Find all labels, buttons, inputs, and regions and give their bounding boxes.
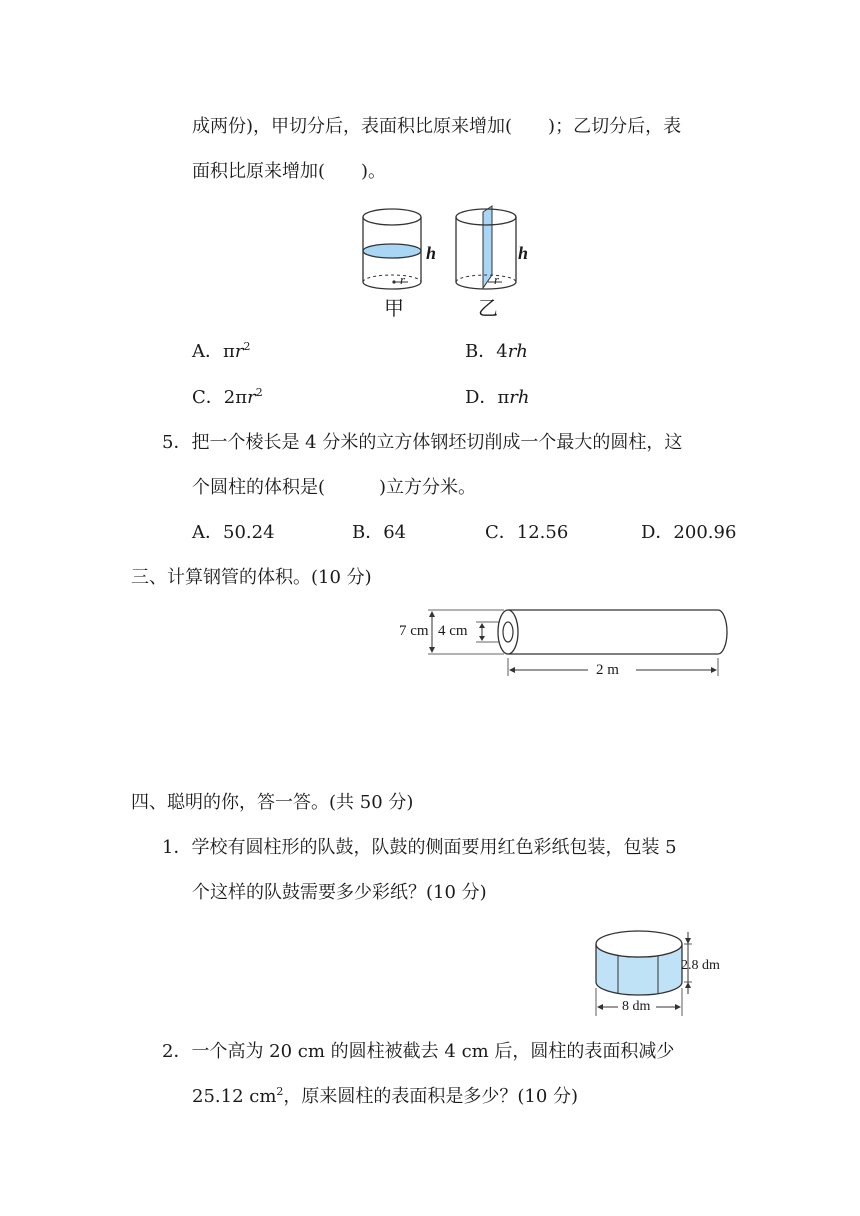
q5-text-line-1: 5．把一个棱长是 4 分米的立方体钢坯切削成一个最大的圆柱，这: [162, 432, 683, 453]
q5-option-d: D．200.96: [641, 522, 737, 543]
q4-option-c: C．$2\pi r^2$: [192, 386, 263, 408]
drum-diameter-label: 8 dm: [622, 999, 651, 1014]
length-label: 2 m: [596, 662, 619, 678]
steel-pipe-figure: [396, 604, 731, 686]
drum-figure: [592, 926, 732, 1020]
q4-text-line-2: 面积比原来增加( )。: [192, 161, 387, 182]
s4-q1-text-line-2: 个这样的队鼓需要多少彩纸？(10 分): [192, 882, 487, 903]
s4-q2-text-line-1: 2．一个高为 20 cm 的圆柱被截去 4 cm 后，圆柱的表面积减少: [162, 1041, 675, 1062]
radius-label: r: [400, 272, 406, 287]
cylinder-figure-jia: [360, 204, 450, 324]
height-label: h: [426, 243, 437, 263]
q4-option-b: B．4rh: [465, 341, 528, 362]
q5-option-a: A．50.24: [192, 522, 275, 543]
cylinder-figure-yi: [452, 204, 542, 324]
section-3-heading: 三、计算钢管的体积。(10 分): [131, 567, 372, 588]
s4-q1-text-line-1: 1．学校有圆柱形的队鼓，队鼓的侧面要用红色彩纸包装，包装 5: [162, 837, 677, 858]
s4-q2-text-line-2: 25.12 $cm^2$，原来圆柱的表面积是多少？(10 分): [192, 1085, 579, 1107]
section-4-heading: 四、聪明的你，答一答。(共 50 分): [131, 792, 414, 813]
q4-text-line-1: 成两份)，甲切分后，表面积比原来增加( )；乙切分后，表: [192, 116, 682, 137]
q5-option-b: B．64: [352, 522, 407, 543]
height-label: h: [518, 243, 529, 263]
radius-label: r: [494, 272, 500, 287]
inner-diameter-label: 4 cm: [438, 623, 468, 639]
q5-text-line-2: 个圆柱的体积是( )立方分米。: [192, 477, 477, 498]
q5-option-c: C．12.56: [485, 522, 569, 543]
q4-option-a: A．$\pi r^2$: [192, 340, 251, 362]
caption-jia: 甲: [384, 296, 404, 320]
outer-diameter-label: 7 cm: [399, 623, 429, 639]
drum-height-label: 2.8 dm: [681, 958, 720, 973]
q4-option-d: D．πrh: [465, 387, 530, 408]
caption-yi: 乙: [478, 296, 498, 320]
